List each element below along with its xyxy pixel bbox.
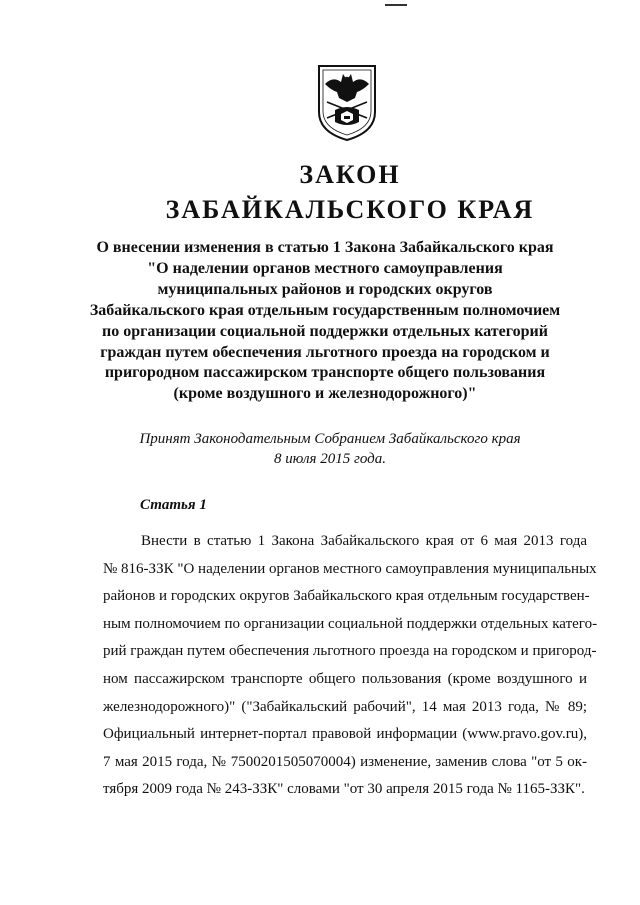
article-heading: Статья 1 — [140, 497, 207, 513]
law-subject — [80, 238, 570, 405]
article-body — [103, 528, 598, 804]
article-line: ным полномочием по организации социальной поддержки отдельных катего- — [103, 615, 598, 632]
subject-line: по организации социальной поддержки отдельных категорий — [102, 322, 548, 340]
article-line: ном пассажирском транспорте общего пользования (кроме воздушного и — [103, 670, 587, 687]
article-line: железнодорожного)" ("Забайкальский рабочий", 14 мая 2013 года, № 89; — [103, 698, 587, 715]
subject-line: пригородном пассажирском транспорте общего пользования — [104, 364, 546, 382]
subject-line: Забайкальского края отдельным государственным полномочием — [89, 301, 561, 319]
adoption-note — [80, 430, 580, 469]
document-title: ЗАКОН — [299, 160, 401, 189]
article-line: районов и городских округов Забайкальского края отдельным государствен- — [103, 588, 590, 605]
coat-of-arms-icon — [313, 62, 381, 142]
article-line: рий граждан путем обеспечения льготного проезда на городском и пригород- — [103, 643, 597, 660]
adoption-line: Принят Законодательным Собранием Забайкальского края — [139, 431, 521, 447]
article-line: Внести в статью 1 Закона Забайкальского края от 6 мая 2013 года — [141, 533, 587, 549]
subject-line: муниципальных районов и городских округов — [157, 280, 493, 298]
article-line: Официальный интернет-портал правовой информации (www.pravo.gov.ru), — [103, 726, 587, 743]
adoption-date: 8 июля 2015 года. — [274, 450, 386, 467]
subject-line: (кроме воздушного и железнодорожного)" — [173, 385, 477, 403]
scan-mark — [385, 4, 407, 6]
article-line: тября 2009 года № 243-ЗЗК" словами "от 30 апреля 2015 года № 1165-ЗЗК". — [103, 781, 585, 798]
subject-line: О внесении изменения в статью 1 Закона Забайкальского края — [96, 239, 554, 256]
document-title-region: ЗАБАЙКАЛЬСКОГО КРАЯ — [165, 195, 535, 224]
article-line: № 816-ЗЗК "О наделении органов местного самоуправления муниципальных — [103, 560, 597, 577]
subject-line: граждан путем обеспечения льготного проезда на городском и — [100, 343, 550, 361]
subject-line: "О наделении органов местного самоуправления — [147, 259, 503, 277]
article-line: 7 мая 2015 года, № 7500201505070004) изменение, заменив слова "от 5 ок- — [103, 753, 587, 770]
